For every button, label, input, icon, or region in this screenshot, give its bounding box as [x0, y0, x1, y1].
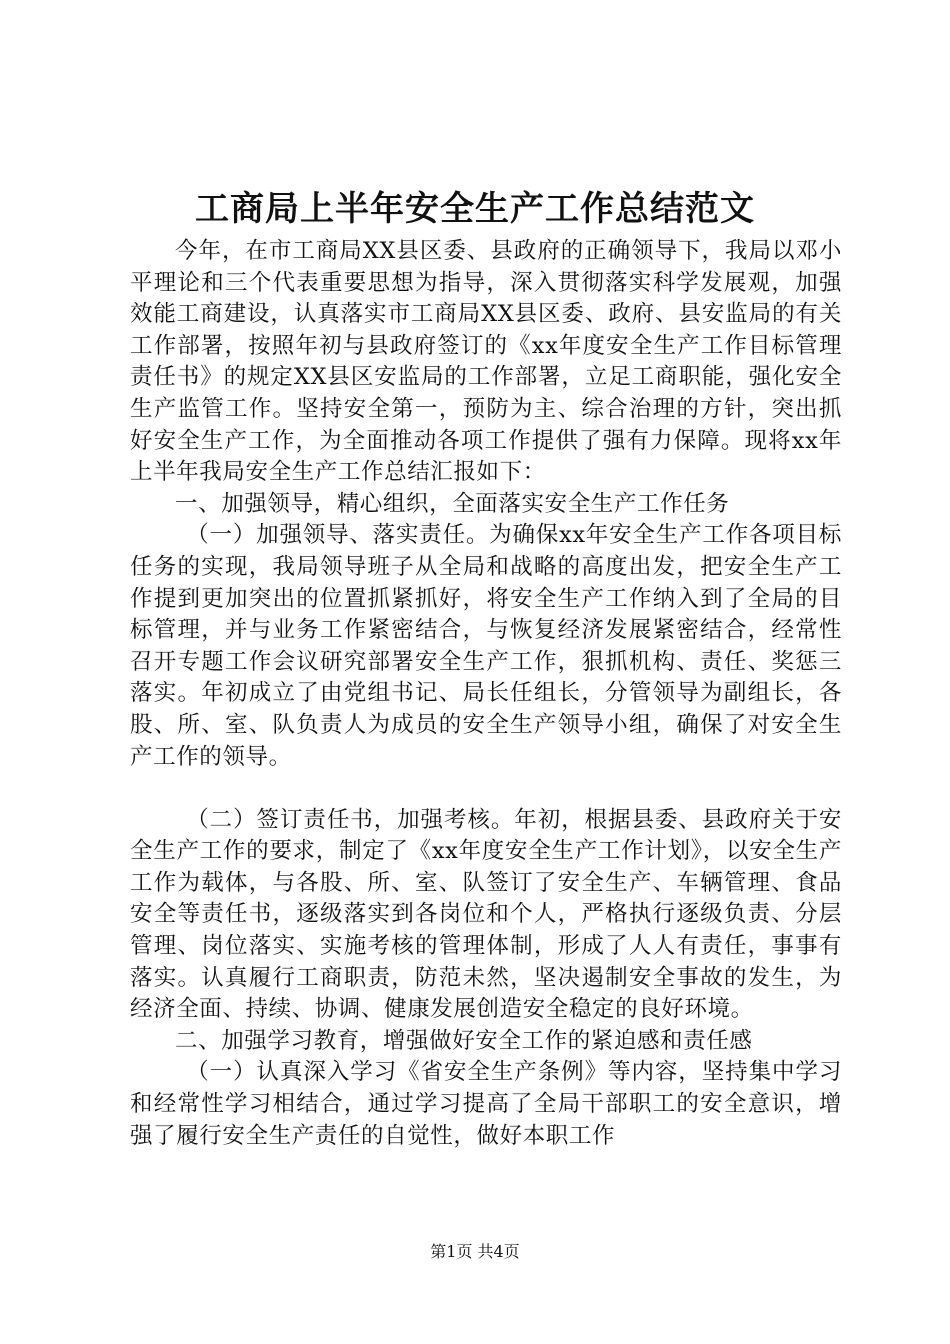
document-title: 工商局上半年安全生产工作总结范文 — [195, 189, 755, 229]
section-heading-2: 二、加强学习教育，增强做好安全工作的紧迫感和责任感 — [175, 1027, 753, 1054]
paragraph-gap — [130, 773, 842, 805]
intro-paragraph: 今年，在市工商局XX县区委、县政府的正确领导下，我局以邓小平理论和三个代表重要思想为指导，深入贯彻落实科学发展观，加强效能工商建设，认真落实市工商局XX县区委、政府、县安监局的有关工作部署，按照年初与县政府签订的《xx年度安全生产工作目标管理责任书》的规定XX县区安监局的工作部署，立足工商职能，强化安全生产监管工作。坚持安全第一，预防为主、综合治理的方针，突出抓好安全生产工作，为全面推动各项工作提供了强有力保障。现将xx年上半年我局安全生产工作总结汇报如下： — [130, 238, 842, 486]
section-heading-1: 一、加强领导，精心组织，全面落实安全生产工作任务 — [175, 490, 730, 517]
page-footer: 第1页 共4页 — [430, 1242, 520, 1261]
subsection-paragraph-2-1: （一）认真深入学习《省安全生产条例》等内容，坚持集中学习和经常性学习相结合，通过学习提高了全局干部职工的安全意识，增强了履行安全生产责任的自觉性，做好本职工作 — [130, 1059, 842, 1149]
subsection-paragraph-1-2: （二）签订责任书，加强考核。年初，根据县委、县政府关于安全生产工作的要求，制定了《xx年度安全生产工作计划》，以安全生产工作为载体，与各股、所、室、队签订了安全生产、车辆管理、食品安全等责任书，逐级落实到各岗位和个人，严格执行逐级负责、分层管理、岗位落实、实施考核的管理体制，形成了人人有责任，事事有落实。认真履行工商职责，防范未然，坚决遏制安全事故的发生，为经济全面、持续、协调、健康发展创造安全稳定的良好环境。 — [130, 806, 842, 1023]
subsection-paragraph-1-1: （一）加强领导、落实责任。为确保xx年安全生产工作各项目标任务的实现，我局领导班子从全局和战略的高度出发，把安全生产工作提到更加突出的位置抓紧抓好，将安全生产工作纳入到了全局的目标管理，并与业务工作紧密结合，与恢复经济发展紧密结合，经常性召开专题工作会议研究部署安全生产工作，狠抓机构、责任、奖惩三落实。年初成立了由党组书记、局长任组长，分管领导为副组长，各股、所、室、队负责人为成员的安全生产领导小组，确保了对安全生产工作的领导。 — [130, 522, 842, 770]
document-body — [130, 236, 842, 1152]
